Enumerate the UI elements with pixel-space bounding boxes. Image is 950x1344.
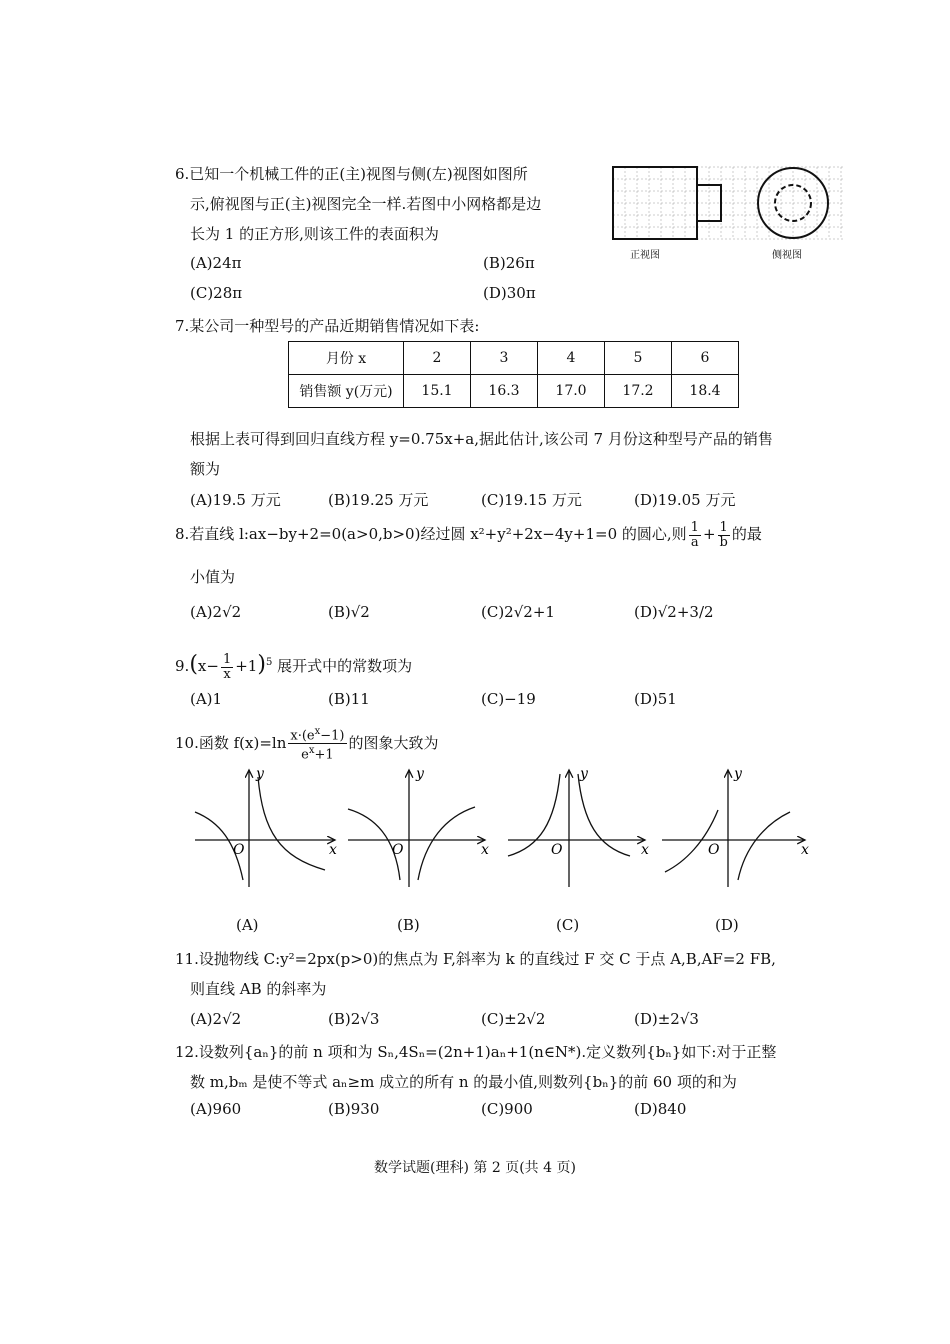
q11-option-d: (D)±2√3: [634, 1010, 699, 1028]
svg-text:x: x: [801, 842, 809, 858]
q11-line2: 则直线 AB 的斜率为: [190, 980, 327, 998]
svg-text:O: O: [551, 842, 563, 858]
q8-text-b: 的最: [731, 525, 762, 543]
q11-line1: 11.设抛物线 C:y²=2px(p>0)的焦点为 F,斜率为 k 的直线过 F 交 C 于点 A,B,AF=2 FB,: [175, 950, 776, 968]
page-footer: 数学试题(理科) 第 2 页(共 4 页): [374, 1160, 576, 1176]
table-cell: 2: [404, 342, 471, 375]
svg-text:x: x: [329, 842, 337, 858]
q12-line1: 12.设数列{aₙ}的前 n 项和为 Sₙ,4Sₙ=(2n+1)aₙ+1(n∈N*).定义数列{bₙ}如下:对于正整: [175, 1043, 777, 1061]
svg-text:O: O: [233, 842, 245, 858]
q11-option-c: (C)±2√2: [481, 1010, 546, 1028]
q9-line: 9.(x− $\frac{1}{x}$ +1)$^5$ 展开式中的常数项为: [175, 651, 413, 682]
q10-line: [175, 725, 439, 763]
q8-option-d: (D)√2+3/2: [634, 603, 714, 621]
q6-line1: 6.已知一个机械工件的正(主)视图与侧(左)视图如图所: [175, 165, 528, 183]
q9-option-c: (C)−19: [481, 690, 536, 708]
graph-b: [348, 770, 485, 887]
q7-option-c: (C)19.15 万元: [481, 491, 582, 509]
q9-option-d: (D)51: [634, 690, 677, 708]
regression-equation: y=0.75x+a: [389, 430, 475, 448]
q9-prefix: 9.: [175, 657, 190, 675]
q10-prefix: 10.函数 f(x)=ln: [175, 733, 287, 752]
q9-option-b: (B)11: [328, 690, 370, 708]
graph-c: [508, 770, 645, 887]
function-graphs: [185, 762, 825, 892]
table-cell: 4: [538, 342, 605, 375]
fraction-1-over-b: $\frac{1}{b}$: [719, 519, 728, 550]
svg-text:O: O: [392, 842, 404, 858]
q10-suffix: 的图象大致为: [348, 733, 439, 752]
table-cell: 17.0: [538, 375, 605, 408]
svg-text:y: y: [580, 766, 588, 782]
table-cell: 3: [471, 342, 538, 375]
table-header-month: 月份 x: [289, 342, 404, 375]
q8-text-a: 8.若直线 l:ax−by+2=0(a>0,b>0)经过圆 x²+y²+2x−4y+1=0 的圆心,则: [175, 525, 687, 543]
q7-line2: 额为: [190, 460, 221, 478]
q8-option-a: (A)2√2: [190, 603, 242, 621]
q12-line2: 数 m,bₘ 是使不等式 aₙ≥m 成立的所有 n 的最小值,则数列{bₙ}的前 60 项的和为: [190, 1073, 737, 1091]
sales-table: [288, 341, 739, 408]
svg-text:y: y: [256, 766, 264, 782]
svg-text:y: y: [416, 766, 424, 782]
table-cell: 18.4: [672, 375, 739, 408]
front-view-label: 正视图: [630, 250, 660, 261]
svg-text:x: x: [481, 842, 489, 858]
q12-option-c: (C)900: [481, 1100, 533, 1118]
fraction-1-over-x: $\frac{1}{x}$: [222, 651, 232, 682]
graph-d: [662, 770, 805, 887]
table-cell: 16.3: [471, 375, 538, 408]
q6-option-c: (C)28π: [190, 284, 243, 302]
q12-option-d: (D)840: [634, 1100, 687, 1118]
q6-option-b: (B)26π: [483, 254, 535, 272]
table-row: [289, 342, 739, 375]
q6-option-a: (A)24π: [190, 254, 242, 272]
side-view-label: 侧视图: [772, 250, 802, 261]
function-fraction: $\frac{x\cdot(e^x-1)}{e^x+1}$: [290, 726, 345, 763]
q7-regression-line: [190, 425, 773, 453]
q6-option-d: (D)30π: [483, 284, 536, 302]
q7-option-d: (D)19.05 万元: [634, 491, 736, 509]
graph-label-d: (D): [715, 916, 739, 934]
svg-text:y: y: [734, 766, 742, 782]
q12-option-b: (B)930: [328, 1100, 380, 1118]
q7-option-a: (A)19.5 万元: [190, 491, 281, 509]
q11-option-b: (B)2√3: [328, 1010, 380, 1028]
q7-text-a: 根据上表可得到回归直线方程: [190, 430, 386, 448]
q12-option-a: (A)960: [190, 1100, 242, 1118]
q6-line3: 长为 1 的正方形,则该工件的表面积为: [190, 225, 439, 243]
q11-option-a: (A)2√2: [190, 1010, 242, 1028]
graph-a: [195, 770, 335, 887]
q7-option-b: (B)19.25 万元: [328, 491, 429, 509]
table-cell: 5: [605, 342, 672, 375]
q7-text-c: ,据此估计,该公司 7 月份这种型号产品的销售: [474, 430, 773, 448]
q8-option-b: (B)√2: [328, 603, 370, 621]
q7-intro: 7.某公司一种型号的产品近期销售情况如下表:: [175, 317, 480, 335]
graph-label-c: (C): [556, 916, 580, 934]
q9-suffix: 展开式中的常数项为: [277, 657, 413, 675]
table-cell: 6: [672, 342, 739, 375]
table-cell: 17.2: [605, 375, 672, 408]
q8-line2: 小值为: [190, 568, 236, 586]
svg-text:x: x: [641, 842, 649, 858]
graph-label-b: (B): [397, 916, 420, 934]
q9-option-a: (A)1: [190, 690, 223, 708]
q8-option-c: (C)2√2+1: [481, 603, 555, 621]
table-header-sales: 销售额 y(万元): [289, 375, 404, 408]
fraction-1-over-a: $\frac{1}{a}$: [690, 519, 699, 550]
table-cell: 15.1: [404, 375, 471, 408]
table-row: [289, 375, 739, 408]
svg-text:O: O: [708, 842, 720, 858]
q8-line1: 8.若直线 l:ax−by+2=0(a>0,b>0)经过圆 x²+y²+2x−4y+1=0 的圆心,则 $\frac{1}{a}$ + $\frac{1}{b}$ 的最: [175, 519, 762, 550]
q6-line2: 示,俯视图与正(主)视图完全一样.若图中小网格都是边: [190, 195, 542, 213]
graph-label-a: (A): [236, 916, 259, 934]
